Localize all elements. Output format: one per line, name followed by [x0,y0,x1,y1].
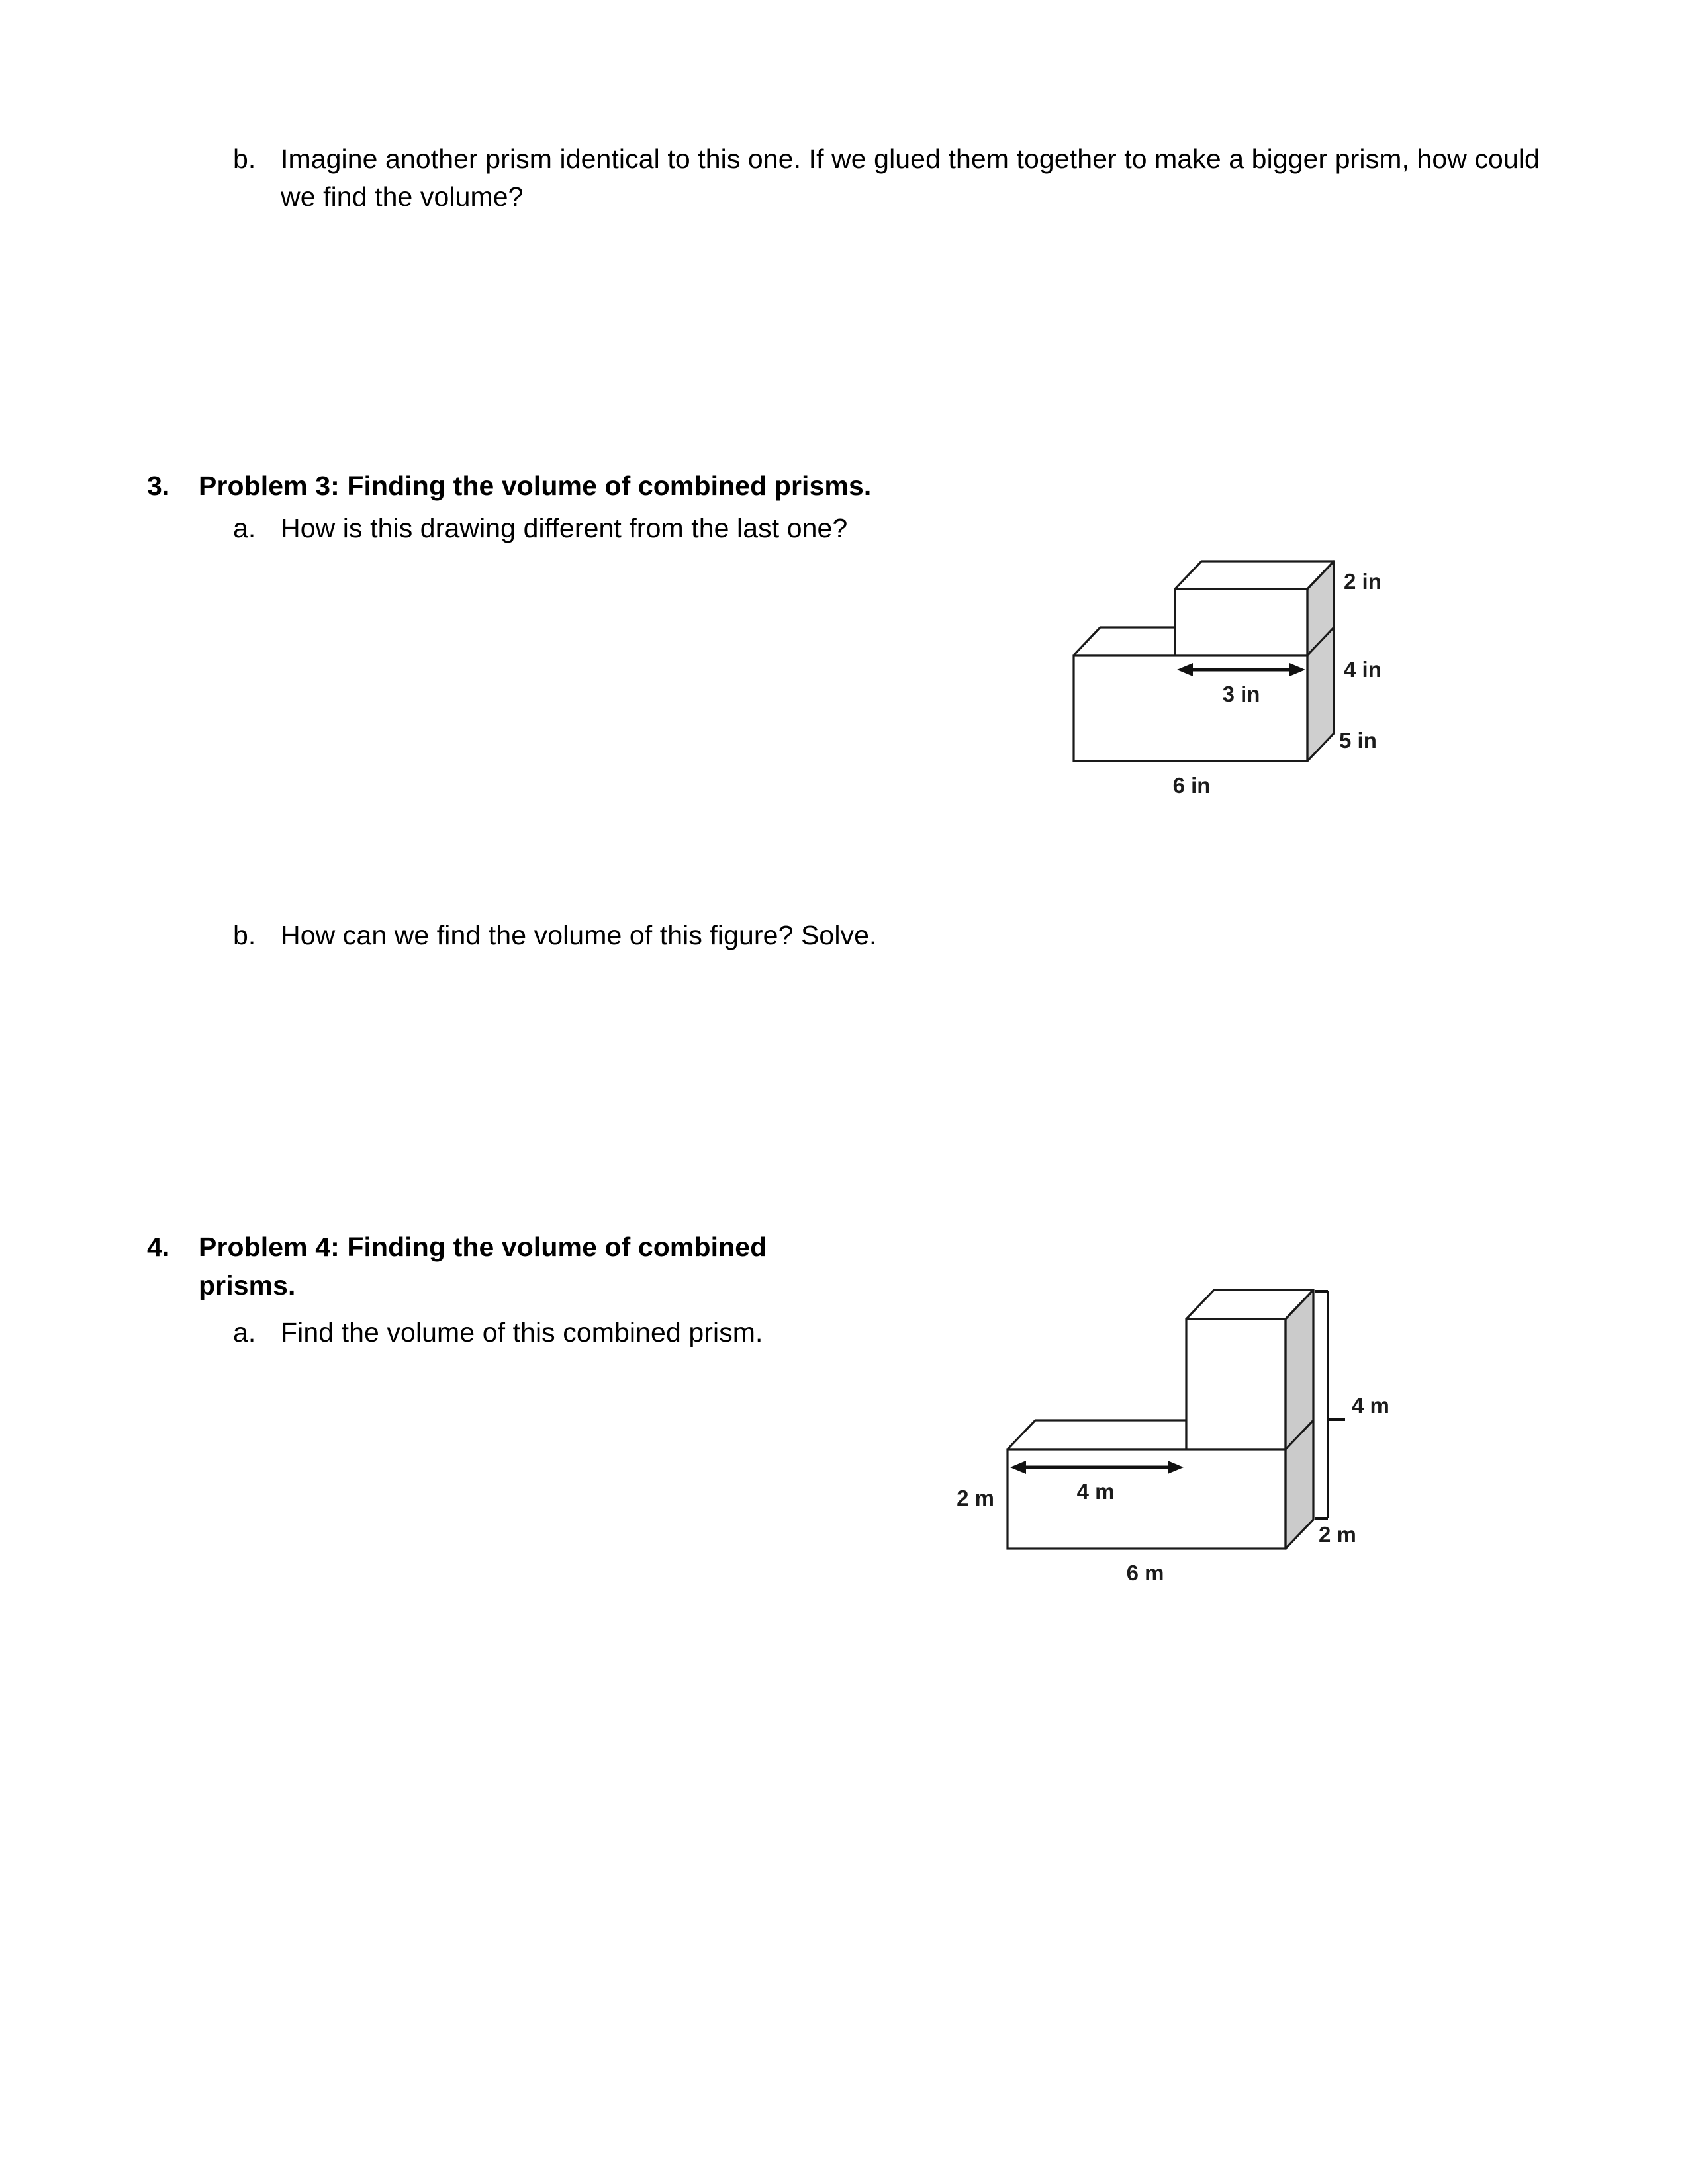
base-top-face [1008,1420,1186,1449]
label-left-height: 2 m [957,1486,994,1510]
list-item-3 [147,467,1140,505]
step-front-face [1175,589,1307,655]
list-marker-3: 3. [147,471,170,501]
figure-prism-inches [1066,516,1410,797]
label-base-width: 6 in [1172,773,1211,797]
list-text-3a: How is this drawing different from the last one? [281,513,848,543]
label-step-width: 4 m [1076,1479,1115,1504]
list-text-2b: Imagine another prism identical to this one. If we glued them together to make a bigger prism, how could we find the volume? [281,144,1540,212]
figure-prism-meters [947,1287,1397,1598]
height-bracket [1315,1291,1345,1518]
label-depth: 2 m [1319,1522,1356,1547]
list-text-3: Problem 3: Finding the volume of combined prisms. [199,471,872,501]
list-item-3a [233,510,1060,547]
base-top-face [1074,627,1175,655]
label-mid-right: 4 in [1344,657,1382,682]
side-face-shading [1307,561,1334,761]
side-face-shading [1286,1290,1313,1549]
label-step-width: 3 in [1222,682,1260,706]
list-text-3b: How can we find the volume of this figure? Solve. [281,920,877,950]
list-text-4a: Find the volume of this combined prism. [281,1317,763,1347]
list-item-4a [233,1314,961,1351]
base-front-face [1008,1449,1286,1549]
list-text-4: Problem 4: Finding the volume of combined prisms. [199,1232,767,1301]
list-marker-2b: b. [233,144,256,174]
list-marker-4: 4. [147,1232,170,1262]
list-marker-3a: a. [233,513,256,543]
label-top-right: 2 in [1344,569,1382,594]
label-bracket: 4 m [1352,1393,1389,1418]
list-marker-3b: b. [233,920,256,950]
list-item-4 [147,1228,855,1304]
list-item-3b [233,917,1160,954]
label-base-width: 6 m [1126,1561,1164,1585]
step-front-face [1186,1319,1286,1449]
list-item-2b [233,140,1550,216]
list-marker-4a: a. [233,1317,256,1347]
label-depth: 5 in [1339,728,1377,752]
